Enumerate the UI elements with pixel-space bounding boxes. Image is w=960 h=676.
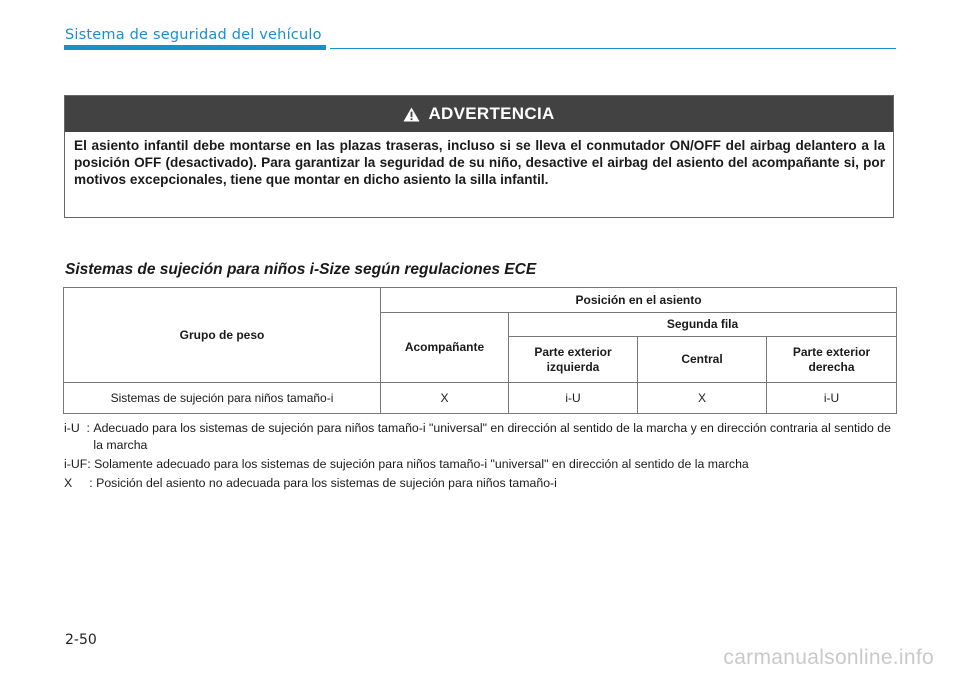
- note-item: [64, 475, 896, 492]
- table-notes: [64, 420, 896, 494]
- header-exterior-derecha: Parte exterior derecha: [767, 337, 897, 383]
- header-acompanante: Acompañante: [381, 313, 509, 383]
- section-rule-thick: [64, 45, 326, 50]
- note-item: [64, 456, 896, 473]
- table-row: [64, 383, 897, 414]
- cell-acompanante: X: [381, 383, 509, 414]
- header-exterior-izquierda: Parte exterior izquierda: [509, 337, 638, 383]
- header-grupo-de-peso: Grupo de peso: [64, 288, 381, 383]
- header-posicion: Posición en el asiento: [381, 288, 897, 313]
- section-title: Sistema de seguridad del vehículo: [65, 27, 322, 43]
- warning-title: ADVERTENCIA: [428, 104, 555, 123]
- header-segunda-fila: Segunda fila: [509, 313, 897, 337]
- note-code: i-U :: [64, 421, 94, 435]
- table-subtitle: Sistemas de sujeción para niños i-Size según regulaciones ECE: [65, 261, 537, 278]
- row-label: Sistemas de sujeción para niños tamaño-i: [64, 383, 381, 414]
- header-central: Central: [638, 337, 767, 383]
- warning-box: [64, 95, 894, 218]
- warning-triangle-icon: [403, 107, 420, 122]
- cell-central: X: [638, 383, 767, 414]
- warning-header: [65, 96, 893, 132]
- note-code: X :: [64, 476, 97, 490]
- page-number: 2-50: [65, 632, 97, 648]
- watermark: carmanualsonline.info: [723, 646, 934, 669]
- note-text: Solamente adecuado para los sistemas de sujeción para niños tamaño-i "universal" en dirección al sentido de la marcha: [94, 457, 749, 471]
- note-text: Posición del asiento no adecuada para los sistemas de sujeción para niños tamaño-i: [96, 476, 557, 490]
- warning-body: El asiento infantil debe montarse en las plazas traseras, incluso si se lleva el conmutador ON/OFF del airbag delantero a la posición OFF (desactivado). Para garantizar la seguridad de su niño, desactive el airbag del asiento del acompañante si, por motivos excepcionales, tiene que montar en dicho asiento la silla infantil.: [74, 138, 885, 187]
- cell-exterior-izquierda: i-U: [509, 383, 638, 414]
- note-code: i-UF:: [64, 457, 95, 471]
- section-rule-thin: [330, 48, 896, 49]
- cell-exterior-derecha: i-U: [767, 383, 897, 414]
- seat-table: [63, 287, 897, 414]
- note-item: [64, 420, 896, 454]
- note-text: Adecuado para los sistemas de sujeción para niños tamaño-i "universal" en dirección al sentido de la marcha y en dirección contraria al sentido de la marcha: [93, 421, 891, 452]
